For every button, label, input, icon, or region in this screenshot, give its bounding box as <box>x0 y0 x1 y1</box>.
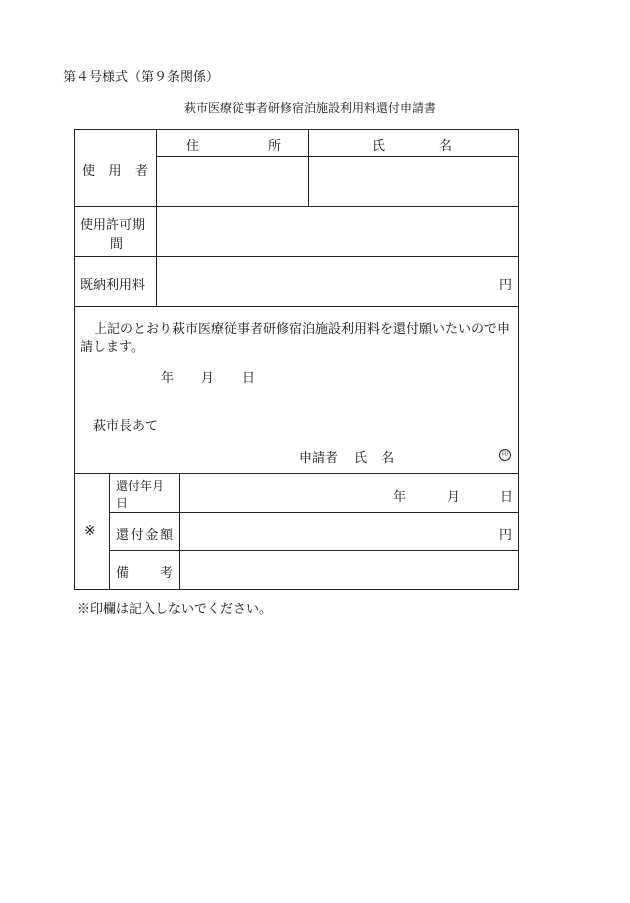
remarks-field[interactable] <box>180 551 518 589</box>
refund-date-field[interactable] <box>180 474 518 512</box>
form-number: 第４号様式（第９条関係） <box>63 70 220 85</box>
address-field[interactable] <box>157 157 308 206</box>
office-mark: ※ <box>84 523 96 539</box>
refund-amount-label: 還 付 金 額 <box>116 528 173 543</box>
form-title: 萩市医療従事者研修宿泊施設利用料還付申請書 <box>184 101 437 115</box>
refund-amount-unit: 円 <box>499 528 513 543</box>
period-label-line1: 使用許可期 <box>80 218 146 233</box>
addressee: 萩市長あて <box>93 419 159 434</box>
refund-date-label-line2: 日 <box>116 496 129 510</box>
name-header: 氏 名 <box>372 139 452 154</box>
paid-fee-label: 既納利用料 <box>80 278 146 293</box>
request-text-line2: 請します。 <box>80 340 144 355</box>
footnote: ※印欄は記入しないでください。 <box>77 602 273 617</box>
name-field[interactable] <box>309 157 518 206</box>
period-field[interactable] <box>157 207 518 256</box>
user-label: 使 用 者 <box>82 164 148 179</box>
paid-fee-field[interactable] <box>157 257 518 306</box>
applicant-label: 申請者 <box>299 451 339 466</box>
applicant-name-label: 氏 名 <box>354 451 395 466</box>
remarks-label: 備 考 <box>116 566 173 581</box>
refund-amount-field[interactable] <box>180 513 518 550</box>
paid-fee-unit: 円 <box>499 278 513 293</box>
seal-mark-icon: 印 <box>499 449 511 461</box>
request-text-line1: 上記のとおり萩市医療従事者研修宿泊施設利用料を還付願いたいので申 <box>94 322 511 337</box>
refund-date-label-line1: 還付年月 <box>116 479 165 493</box>
period-label-line2: 間 <box>110 237 124 252</box>
address-header: 住 所 <box>186 139 281 154</box>
